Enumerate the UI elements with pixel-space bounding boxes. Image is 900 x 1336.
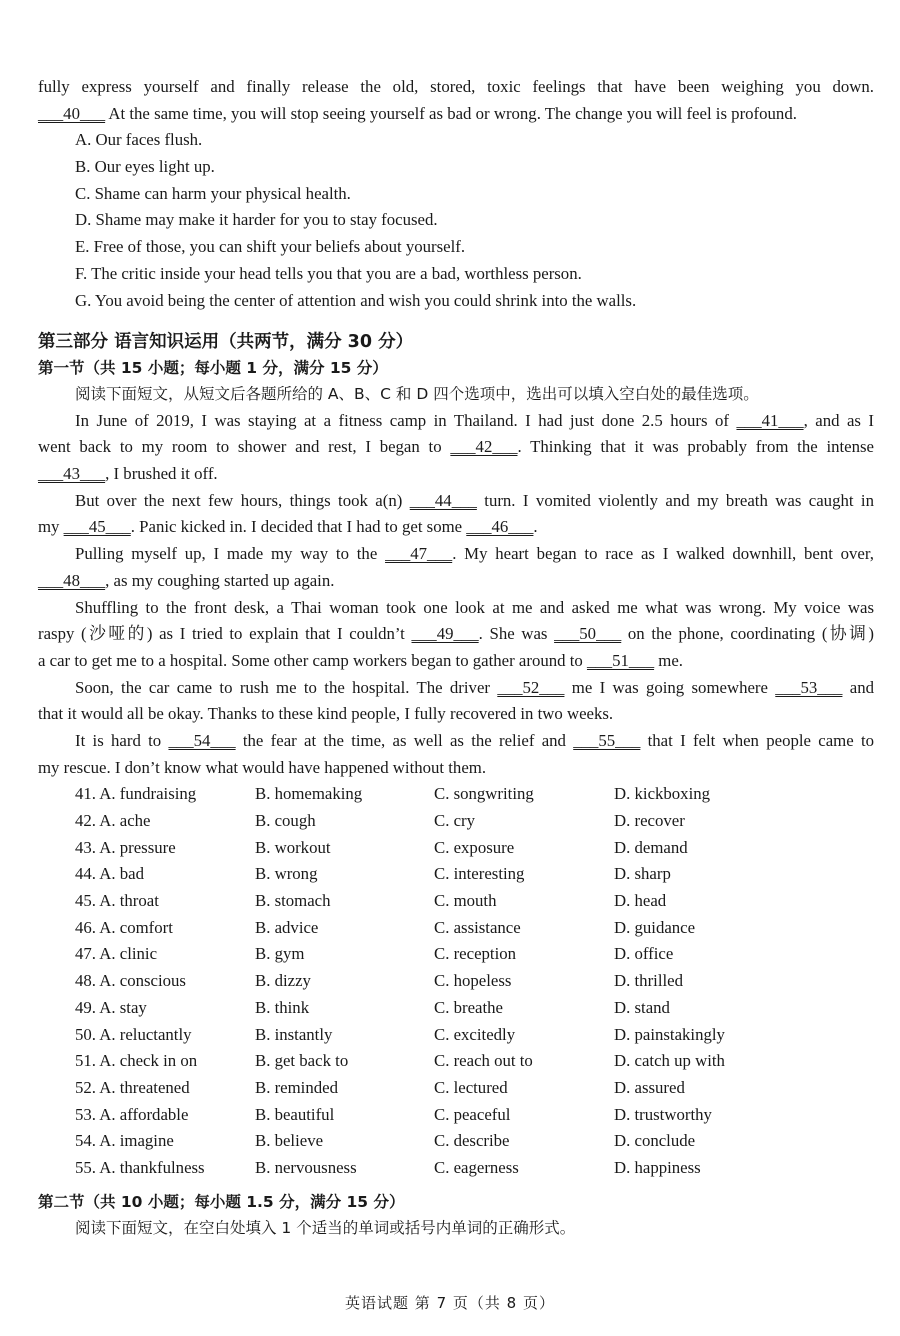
choice-row	[38, 1075, 874, 1102]
blank-54: ___54___	[168, 730, 236, 750]
choice-option: 55. A. thankfulness	[75, 1157, 205, 1177]
choice-option: D. recover	[614, 811, 685, 830]
choice-option: 44. A. bad	[75, 864, 144, 884]
choice-row	[38, 1155, 874, 1182]
choice-option: 42. A. ache	[75, 811, 151, 830]
choice-option: D. kickboxing	[614, 784, 711, 804]
choice-option: 48. A. conscious	[75, 971, 186, 991]
blank-43: ___43___	[38, 464, 106, 484]
choice-option: D. stand	[614, 997, 670, 1017]
blank-50: ___50___	[554, 624, 622, 644]
passage-line: Pulling myself up, I made my way to the ___47___. My heart began to race as I walked downhill, bent over,	[38, 541, 874, 568]
choice-row	[38, 941, 874, 968]
passage-line: a car to get me to a hospital. Some other camp workers began to gather around to ___51___ me.	[38, 648, 874, 675]
choice-option: B. instantly	[255, 1024, 333, 1044]
choice-option: C. breathe	[434, 997, 503, 1017]
option-e: E. Free of those, you can shift your beliefs about yourself.	[75, 237, 466, 257]
blank-55: ___55___	[573, 730, 641, 750]
choice-option: D. thrilled	[614, 971, 683, 991]
passage-line: ___43___, I brushed it off.	[38, 461, 874, 488]
choice-option: B. think	[255, 997, 310, 1017]
option-f: F. The critic inside your head tells you that you are a bad, worthless person.	[75, 263, 582, 283]
option-b: B. Our eyes light up.	[75, 157, 215, 177]
choice-option: D. head	[614, 891, 667, 911]
choice-option: B. gym	[255, 944, 305, 964]
choice-option: C. interesting	[434, 864, 525, 884]
passage-line: But over the next few hours, things took a(n) ___44___ turn. I vomited violently and my breath was caught in	[38, 488, 874, 515]
choice-option: B. advice	[255, 917, 319, 937]
choice-row	[38, 781, 874, 808]
passage-line: that it would all be okay. Thanks to these kind people, I fully recovered in two weeks.	[38, 704, 614, 724]
choice-row	[38, 1128, 874, 1155]
choice-row	[38, 808, 874, 835]
blank-45: ___45___	[63, 517, 131, 537]
choice-option: D. conclude	[614, 1131, 696, 1151]
section2-instruction: 阅读下面短文，在空白处填入 1 个适当的单词或括号内单词的正确形式。	[75, 1218, 576, 1237]
choice-option: D. catch up with	[614, 1051, 725, 1071]
choice-option: C. cry	[434, 811, 476, 830]
choice-option: D. sharp	[614, 864, 671, 884]
choice-option: 50. A. reluctantly	[75, 1024, 192, 1044]
section1-instruction: 阅读下面短文，从短文后各题所给的 A、B、C 和 D 四个选项中，选出可以填入空白处的最佳选项。	[75, 385, 759, 404]
blank-42: ___42___	[450, 437, 518, 457]
choice-row	[38, 995, 874, 1022]
choice-option: 49. A. stay	[75, 997, 147, 1017]
choice-option: D. assured	[614, 1077, 685, 1097]
passage-line: Soon, the car came to rush me to the hospital. The driver ___52___ me I was going somewhere ___53___ and	[38, 675, 874, 702]
passage-line: ___40___ At the same time, you will stop seeing yourself as bad or wrong. The change you will feel is profound.	[38, 101, 874, 128]
choice-option: D. painstakingly	[614, 1024, 725, 1044]
choice-option: B. stomach	[255, 891, 331, 911]
section1-heading: 第一节（共 15 小题；每小题 1 分，满分 15 分）	[38, 359, 388, 378]
blank-51: ___51___	[586, 650, 655, 670]
blank-47: ___47___	[385, 544, 453, 564]
blank-40: ___40___	[38, 103, 106, 123]
choice-option: 43. A. pressure	[75, 837, 176, 857]
passage-line: Shuffling to the front desk, a Thai woman took one look at me and asked me what was wrong. My voice was	[75, 597, 874, 617]
blank-41: ___41___	[736, 410, 804, 430]
choice-option: B. reminded	[255, 1077, 338, 1097]
choice-row	[38, 1102, 874, 1129]
option-a: A. Our faces flush.	[75, 130, 203, 150]
choice-option: 51. A. check in on	[75, 1051, 198, 1071]
blank-44: ___44___	[409, 490, 477, 510]
choice-option: B. beautiful	[255, 1104, 335, 1124]
passage-line: my rescue. I don’t know what would have happened without them.	[38, 757, 487, 777]
choice-option: B. nervousness	[255, 1157, 357, 1177]
choice-option: C. assistance	[434, 917, 521, 937]
choice-option: C. reach out to	[434, 1051, 533, 1071]
choice-option: C. songwriting	[434, 784, 534, 804]
blank-52: ___52___	[497, 677, 565, 697]
blank-48: ___48___	[38, 570, 106, 590]
choice-option: D. guidance	[614, 917, 696, 937]
choice-option: 47. A. clinic	[75, 944, 158, 964]
choice-option: D. trustworthy	[614, 1104, 712, 1124]
choice-option: C. hopeless	[434, 971, 512, 991]
section2-heading: 第二节（共 10 小题；每小题 1.5 分，满分 15 分）	[38, 1192, 405, 1211]
choice-row	[38, 1048, 874, 1075]
choice-option: C. exposure	[434, 837, 515, 857]
choice-option: B. believe	[255, 1131, 324, 1151]
choice-option: B. cough	[255, 811, 316, 830]
answer-choices	[38, 781, 874, 1181]
choice-option: B. wrong	[255, 864, 318, 884]
passage-line: raspy (沙哑的) as I tried to explain that I couldn’t ___49___. She was ___50___ on the phone, coordinating (协调)	[38, 621, 874, 648]
choice-option: D. happiness	[614, 1157, 701, 1177]
choice-option: B. workout	[255, 837, 331, 857]
passage-line: went back to my room to shower and rest, I began to ___42___. Thinking that it was probably from the intense	[38, 434, 874, 461]
choice-option: C. reception	[434, 944, 517, 964]
choice-option: C. mouth	[434, 891, 497, 911]
page-footer: 英语试题 第 7 页（共 8 页）	[345, 1294, 555, 1312]
choice-option: 46. A. comfort	[75, 917, 173, 937]
passage-line: ___48___, as my coughing started up again.	[38, 568, 874, 595]
choice-option: 54. A. imagine	[75, 1131, 174, 1151]
exam-page	[38, 74, 874, 1241]
choice-option: 41. A. fundraising	[75, 784, 197, 804]
choice-option: 52. A. threatened	[75, 1077, 190, 1097]
option-g: G. You avoid being the center of attention and wish you could shrink into the walls.	[75, 290, 637, 310]
passage-line: It is hard to ___54___ the fear at the time, as well as the relief and ___55___ that I felt when people came to	[38, 728, 874, 755]
choice-row	[38, 968, 874, 995]
blank-49: ___49___	[411, 624, 479, 644]
blank-46: ___46___	[466, 517, 534, 537]
choice-option: C. excitedly	[434, 1024, 516, 1044]
blank-53: ___53___	[775, 677, 843, 697]
option-d: D. Shame may make it harder for you to stay focused.	[75, 210, 438, 230]
choice-option: C. describe	[434, 1131, 510, 1151]
choice-row	[38, 835, 874, 862]
choice-option: B. dizzy	[255, 971, 311, 991]
passage-line: In June of 2019, I was staying at a fitness camp in Thailand. I had just done 2.5 hours of ___41___, and as I	[38, 408, 874, 435]
choice-row	[38, 1022, 874, 1049]
choice-option: B. get back to	[255, 1051, 349, 1071]
passage-line: fully express yourself and finally release the old, stored, toxic feelings that have been weighing you down.	[38, 77, 874, 96]
choice-option: D. office	[614, 944, 674, 964]
choice-option: B. homemaking	[255, 784, 363, 804]
option-c: C. Shame can harm your physical health.	[75, 183, 351, 203]
passage-line: my ___45___. Panic kicked in. I decided that I had to get some ___46___.	[38, 514, 874, 541]
choice-row	[38, 888, 874, 915]
choice-row	[38, 915, 874, 942]
part3-heading: 第三部分 语言知识运用（共两节，满分 30 分）	[38, 332, 414, 353]
choice-row	[38, 861, 874, 888]
choice-option: 45. A. throat	[75, 891, 159, 911]
choice-option: C. eagerness	[434, 1157, 519, 1177]
choice-option: C. peaceful	[434, 1104, 511, 1124]
choice-option: C. lectured	[434, 1077, 508, 1097]
choice-option: D. demand	[614, 837, 688, 857]
choice-option: 53. A. affordable	[75, 1104, 189, 1124]
